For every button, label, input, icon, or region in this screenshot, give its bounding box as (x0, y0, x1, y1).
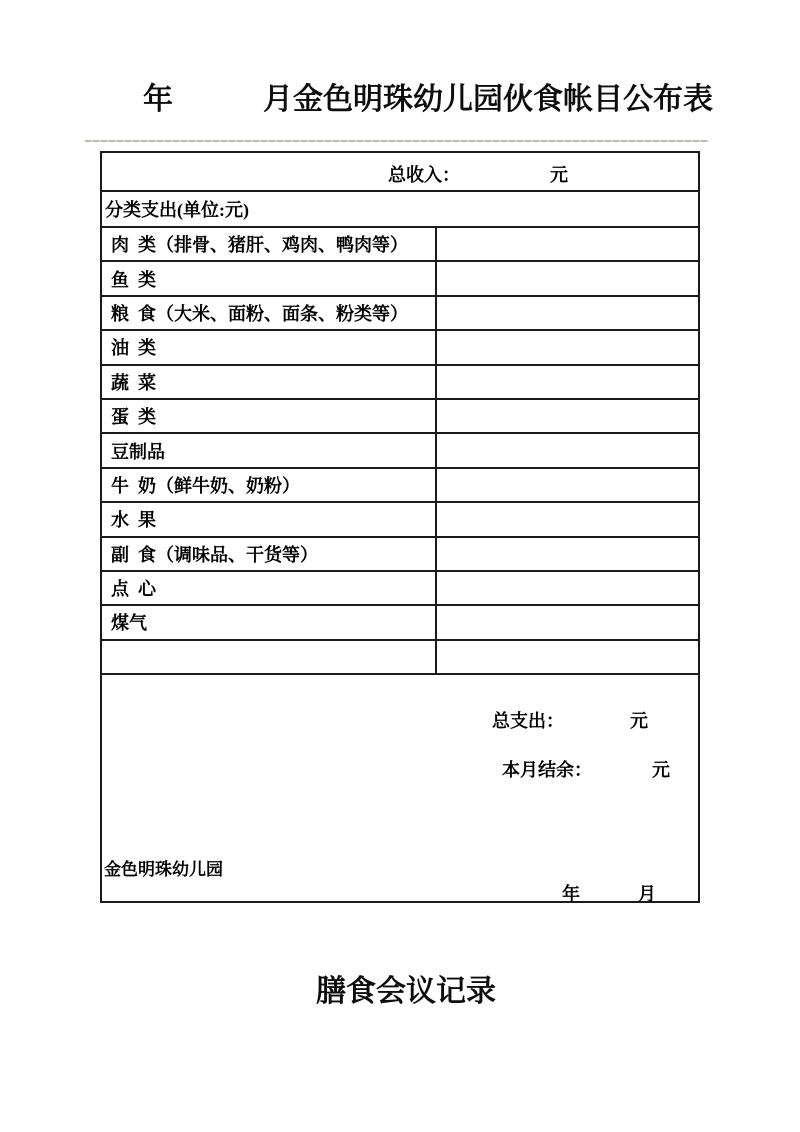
category-label: 豆制品 (111, 441, 165, 462)
category-label-cell (102, 228, 437, 260)
amount-cell (437, 228, 698, 260)
category-label-cell (102, 572, 437, 604)
total-expense-label: 总支出： (492, 711, 564, 732)
category-label: 蔬 菜 (111, 372, 156, 393)
signature-date-month: 月 (638, 884, 656, 905)
category-label: 肉 类（排骨、猪肝、鸡肉、鸭肉等） (111, 235, 408, 256)
total-expense-unit: 元 (630, 711, 648, 732)
table-row-oil (102, 331, 698, 365)
category-label-cell (102, 469, 437, 501)
amount-cell (437, 469, 698, 501)
category-header-row (102, 192, 698, 228)
table-row-egg (102, 400, 698, 434)
category-label-cell (102, 400, 437, 432)
amount-cell (437, 434, 698, 466)
category-label: 油 类 (111, 338, 156, 359)
table-row-tofu (102, 434, 698, 468)
category-label-cell (102, 641, 437, 673)
category-label: 煤气 (111, 613, 147, 634)
monthly-balance-label: 本月结余： (502, 760, 592, 781)
category-label-cell (102, 538, 437, 570)
category-label: 粮 食（大米、面粉、面条、粉类等） (111, 303, 408, 324)
page-title-year-blank: 年 (143, 83, 173, 116)
amount-cell (437, 297, 698, 329)
amount-cell (437, 572, 698, 604)
category-label-cell (102, 366, 437, 398)
category-label-cell (102, 434, 437, 466)
title-divider-line (85, 140, 708, 142)
category-label-cell (102, 331, 437, 363)
category-label: 蛋 类 (111, 407, 156, 428)
page-title: 月金色明珠幼儿园伙食帐目公布表 (263, 83, 713, 116)
table-row-grain (102, 297, 698, 331)
category-label-cell (102, 262, 437, 294)
table-row-meat (102, 228, 698, 262)
category-label: 鱼 类 (111, 269, 156, 290)
table-row-side-food (102, 538, 698, 572)
amount-cell (437, 366, 698, 398)
meeting-record-heading: 膳食会议记录 (316, 975, 496, 1008)
total-income-row (102, 153, 698, 192)
amount-cell (437, 400, 698, 432)
summary-section (102, 675, 698, 905)
amount-cell (437, 262, 698, 294)
table-row-gas (102, 606, 698, 640)
category-label: 水 果 (111, 510, 156, 531)
signature-date-year: 年 (562, 884, 580, 905)
amount-cell (437, 606, 698, 638)
table-row-fish (102, 262, 698, 296)
total-income-unit: 元 (550, 165, 568, 185)
table-row-vegetable (102, 366, 698, 400)
organization-name: 金色明珠幼儿园 (104, 860, 223, 880)
category-label-cell (102, 606, 437, 638)
table-row-blank (102, 641, 698, 675)
category-label: 副 食（调味品、干货等） (111, 544, 318, 565)
category-header-label: 分类支出(单位:元) (105, 200, 249, 220)
amount-cell (437, 503, 698, 535)
category-label: 点 心 (111, 579, 156, 600)
account-table (100, 151, 700, 903)
total-income-label: 总收入： (388, 165, 460, 185)
category-label-cell (102, 503, 437, 535)
table-row-milk (102, 469, 698, 503)
amount-cell (437, 641, 698, 673)
monthly-balance-unit: 元 (652, 760, 670, 781)
category-label-cell (102, 297, 437, 329)
table-row-fruit (102, 503, 698, 537)
table-row-snack (102, 572, 698, 606)
amount-cell (437, 331, 698, 363)
category-label: 牛 奶（鲜牛奶、奶粉） (111, 475, 300, 496)
amount-cell (437, 538, 698, 570)
